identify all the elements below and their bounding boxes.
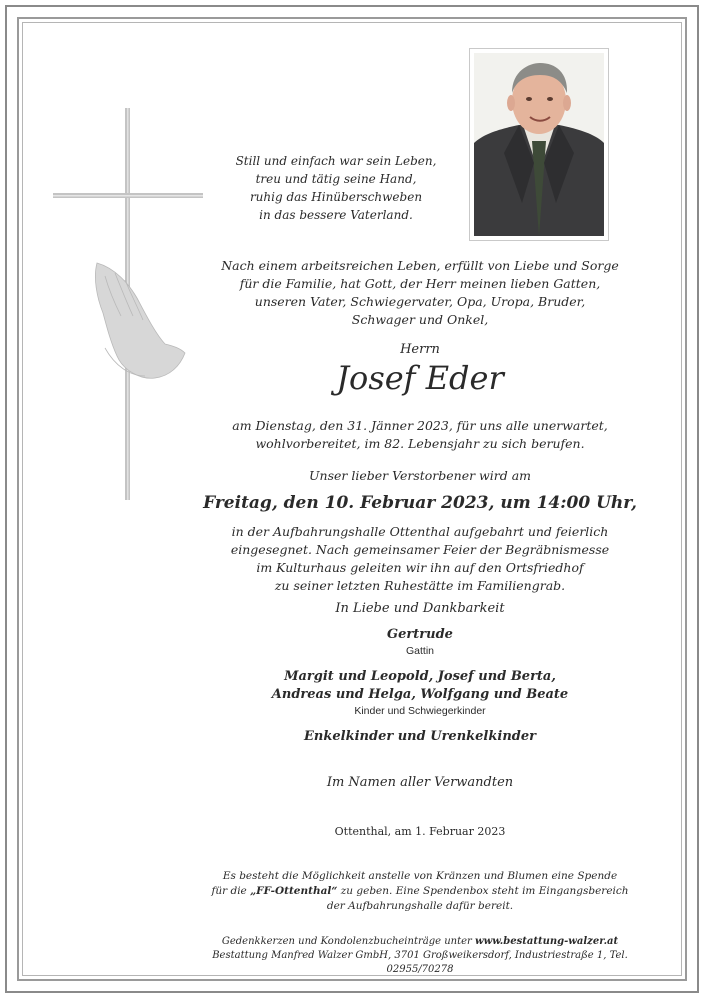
grandchildren: Enkelkinder und Urenkelkinder (304, 729, 536, 744)
footer-line (190, 935, 650, 949)
poem-line: Still und einfach war sein Leben, (235, 154, 437, 168)
footer-address: Bestattung Manfred Walzer GmbH, 3701 Großweikersdorf, Industriestraße 1, Tel. 02955/70278 (212, 950, 628, 975)
footer (190, 935, 650, 977)
poem-line: in das bessere Vaterland. (259, 208, 413, 222)
poem-line: ruhig das Hinüberschweben (249, 190, 423, 204)
intro-line: für die Familie, hat Gott, der Herr meinen lieben Gatten, (239, 276, 601, 291)
deceased-name: Josef Eder (336, 359, 504, 397)
funeral-intro: Unser lieber Verstorbener wird am (308, 468, 532, 483)
footer-text: Gedenkkerzen und Kondolenzbucheinträge unter (221, 936, 475, 947)
death-line: am Dienstag, den 31. Jänner 2023, für uns alle unerwartet, (232, 418, 608, 433)
donation-recipient: „FF-Ottenthal“ (250, 885, 338, 897)
cross-with-praying-hands-icon (45, 108, 205, 508)
death-notice (200, 417, 640, 453)
funeral-details (200, 523, 640, 595)
footer-website-link[interactable]: www.bestattung-walzer.at (474, 936, 619, 947)
donation-line: der Aufbahrungshalle dafür bereit. (326, 900, 514, 912)
children (200, 668, 640, 704)
donation-line: Es besteht die Möglichkeit anstelle von Kränzen und Blumen eine Spende (222, 870, 618, 882)
salutation: Herrn (400, 342, 440, 357)
children-role: Kinder und Schwiegerkinder (354, 705, 486, 717)
intro-text (200, 257, 640, 329)
funeral-date: Freitag, den 10. Februar 2023, um 14:00 Uhr, (203, 493, 637, 513)
place-date: Ottenthal, am 1. Februar 2023 (334, 825, 506, 838)
spouse-name: Gertrude (387, 627, 453, 642)
portrait-illustration (474, 53, 604, 236)
funeral-line: zu seiner letzten Ruhestätte im Familiengrab. (274, 578, 566, 593)
donation-text: für die (211, 885, 251, 897)
intro-line: unseren Vater, Schwiegervater, Opa, Uropa, Bruder, (254, 294, 586, 309)
children-line: Andreas und Helga, Wolfgang und Beate (271, 687, 569, 702)
donation-text: zu geben. Eine Spendenbox steht im Eingangsbereich (337, 885, 629, 897)
poem-line: treu und tätig seine Hand, (255, 172, 417, 186)
death-line: wohlvorbereitet, im 82. Lebensjahr zu sich berufen. (255, 436, 585, 451)
donation-line (200, 884, 640, 899)
poem (222, 152, 450, 224)
spouse-role: Gattin (405, 645, 434, 657)
relatives: Im Namen aller Verwandten (326, 775, 514, 790)
children-line: Margit und Leopold, Josef und Berta, (284, 669, 556, 684)
gratitude: In Liebe und Dankbarkeit (335, 601, 505, 616)
funeral-line: eingesegnet. Nach gemeinsamer Feier der Begräbnismesse (230, 542, 610, 557)
intro-line: Schwager und Onkel, (351, 312, 489, 327)
portrait-frame (469, 48, 609, 241)
portrait-photo (474, 53, 604, 236)
funeral-line: in der Aufbahrungshalle Ottenthal aufgebahrt und feierlich (231, 524, 609, 539)
donation-note (200, 869, 640, 914)
funeral-line: im Kulturhaus geleiten wir ihn auf den Ortsfriedhof (256, 560, 584, 575)
intro-line: Nach einem arbeitsreichen Leben, erfüllt von Liebe und Sorge (221, 258, 619, 273)
